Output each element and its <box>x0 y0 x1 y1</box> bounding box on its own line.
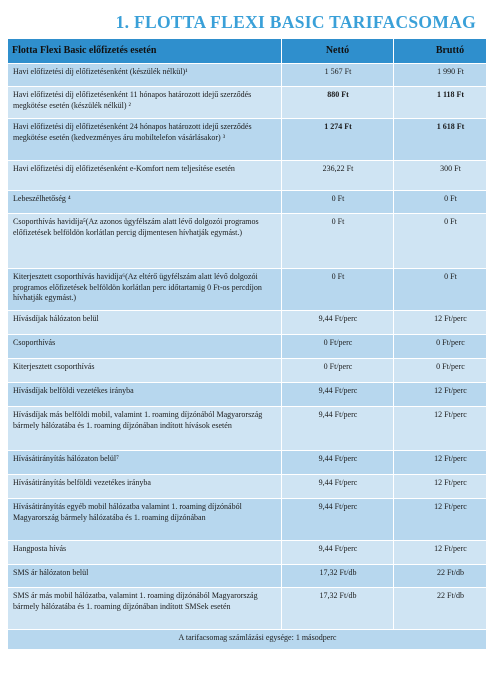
row-gross-price: 0 Ft/perc <box>394 359 486 383</box>
row-gross-price: 22 Ft/db <box>394 588 486 630</box>
row-description: Csoporthívás <box>8 335 282 359</box>
row-net-price: 9,44 Ft/perc <box>282 407 394 451</box>
row-net-price: 0 Ft/perc <box>282 359 394 383</box>
row-net-price: 236,22 Ft <box>282 161 394 191</box>
row-net-price: 9,44 Ft/perc <box>282 311 394 335</box>
table-header-row <box>8 39 486 64</box>
row-description: Hívásdíjak belföldi vezetékes irányba <box>8 383 282 407</box>
row-net-price: 1 567 Ft <box>282 64 394 87</box>
row-net-price: 9,44 Ft/perc <box>282 451 394 475</box>
header-gross: Bruttó <box>394 39 486 64</box>
row-gross-price: 300 Ft <box>394 161 486 191</box>
row-gross-price: 0 Ft <box>394 214 486 269</box>
row-description: Havi előfizetési díj előfizetésenként e-Komfort nem teljesítése esetén <box>8 161 282 191</box>
row-description: SMS ár hálózaton belül <box>8 565 282 588</box>
table-row <box>8 475 486 499</box>
row-gross-price: 1 990 Ft <box>394 64 486 87</box>
table-row <box>8 311 486 335</box>
row-gross-price: 12 Ft/perc <box>394 383 486 407</box>
row-gross-price: 12 Ft/perc <box>394 499 486 541</box>
header-description: Flotta Flexi Basic előfizetés esetén <box>8 39 282 64</box>
header-net: Nettó <box>282 39 394 64</box>
row-description: Kiterjesztett csoporthívás havidíja⁶(Az eltérő ügyfélszám alatt lévő dolgozói programos előfizetések belföldön korlátlan perc időtartamig 0 Ft-os percdíjon hívhatják egymást.) <box>8 269 282 311</box>
table-row <box>8 64 486 87</box>
row-description: Hívásátirányítás belföldi vezetékes irányba <box>8 475 282 499</box>
table-row <box>8 269 486 311</box>
row-net-price: 0 Ft <box>282 191 394 214</box>
row-gross-price: 0 Ft <box>394 269 486 311</box>
table-row <box>8 214 486 269</box>
table-row <box>8 335 486 359</box>
row-gross-price: 1 118 Ft <box>394 87 486 119</box>
row-description: Hívásdíjak más belföldi mobil, valamint 1. roaming díjzónából Magyarország bármely hálózatába és 1. roaming díjzónában indított hívások esetén <box>8 407 282 451</box>
row-gross-price: 12 Ft/perc <box>394 407 486 451</box>
table-row <box>8 499 486 541</box>
table-row <box>8 191 486 214</box>
table-row <box>8 119 486 161</box>
row-net-price: 1 274 Ft <box>282 119 394 161</box>
table-footer-row <box>8 630 486 650</box>
row-net-price: 0 Ft/perc <box>282 335 394 359</box>
row-description: Havi előfizetési díj előfizetésenként 24 hónapos határozott idejű szerződés megkötése esetén (kedvezményes áru mobiltelefon vásárlásakor) ³ <box>8 119 282 161</box>
page-title: 1. FLOTTA FLEXI BASIC TARIFACSOMAG <box>115 12 476 32</box>
row-net-price: 0 Ft <box>282 269 394 311</box>
billing-unit-note: A tarifacsomag számlázási egysége: 1 másodperc <box>8 630 486 650</box>
row-gross-price: 22 Ft/db <box>394 565 486 588</box>
row-net-price: 17,32 Ft/db <box>282 588 394 630</box>
row-net-price: 880 Ft <box>282 87 394 119</box>
row-description: Havi előfizetési díj előfizetésenként (készülék nélkül)¹ <box>8 64 282 87</box>
row-gross-price: 12 Ft/perc <box>394 451 486 475</box>
row-description: Hívásátirányítás hálózaton belül⁷ <box>8 451 282 475</box>
row-gross-price: 0 Ft/perc <box>394 335 486 359</box>
row-description: Lebeszélhetőség ⁴ <box>8 191 282 214</box>
table-row <box>8 565 486 588</box>
table-row <box>8 541 486 565</box>
table-row <box>8 407 486 451</box>
table-row <box>8 87 486 119</box>
table-row <box>8 383 486 407</box>
row-net-price: 9,44 Ft/perc <box>282 383 394 407</box>
row-net-price: 17,32 Ft/db <box>282 565 394 588</box>
table-row <box>8 359 486 383</box>
row-gross-price: 12 Ft/perc <box>394 541 486 565</box>
row-net-price: 9,44 Ft/perc <box>282 541 394 565</box>
row-description: Kiterjesztett csoporthívás <box>8 359 282 383</box>
row-net-price: 9,44 Ft/perc <box>282 499 394 541</box>
row-net-price: 9,44 Ft/perc <box>282 475 394 499</box>
row-description: Hívásátirányítás egyéb mobil hálózatba valamint 1. roaming díjzónából Magyarország bármely hálózatába és 1. roaming díjzónában <box>8 499 282 541</box>
row-gross-price: 12 Ft/perc <box>394 475 486 499</box>
row-description: Csoporthívás havidíja⁵(Az azonos ügyfélszám alatt lévő dolgozói programos előfizetések belföldön korlátlan percig díjmentesen hívhatják egymást.) <box>8 214 282 269</box>
table-row <box>8 451 486 475</box>
table-row <box>8 588 486 630</box>
row-description: Hívásdíjak hálózaton belül <box>8 311 282 335</box>
table-body <box>8 64 486 630</box>
row-net-price: 0 Ft <box>282 214 394 269</box>
row-description: Hangposta hívás <box>8 541 282 565</box>
row-gross-price: 1 618 Ft <box>394 119 486 161</box>
tariff-table <box>7 38 486 650</box>
row-gross-price: 12 Ft/perc <box>394 311 486 335</box>
row-description: Havi előfizetési díj előfizetésenként 11 hónapos határozott idejű szerződés megkötése esetén (készülék nélkül) ² <box>8 87 282 119</box>
row-gross-price: 0 Ft <box>394 191 486 214</box>
row-description: SMS ár más mobil hálózatba, valamint 1. roaming díjzónából Magyarország bármely hálózatába és 1. roaming díjzónában indított SMSek esetén <box>8 588 282 630</box>
table-row <box>8 161 486 191</box>
